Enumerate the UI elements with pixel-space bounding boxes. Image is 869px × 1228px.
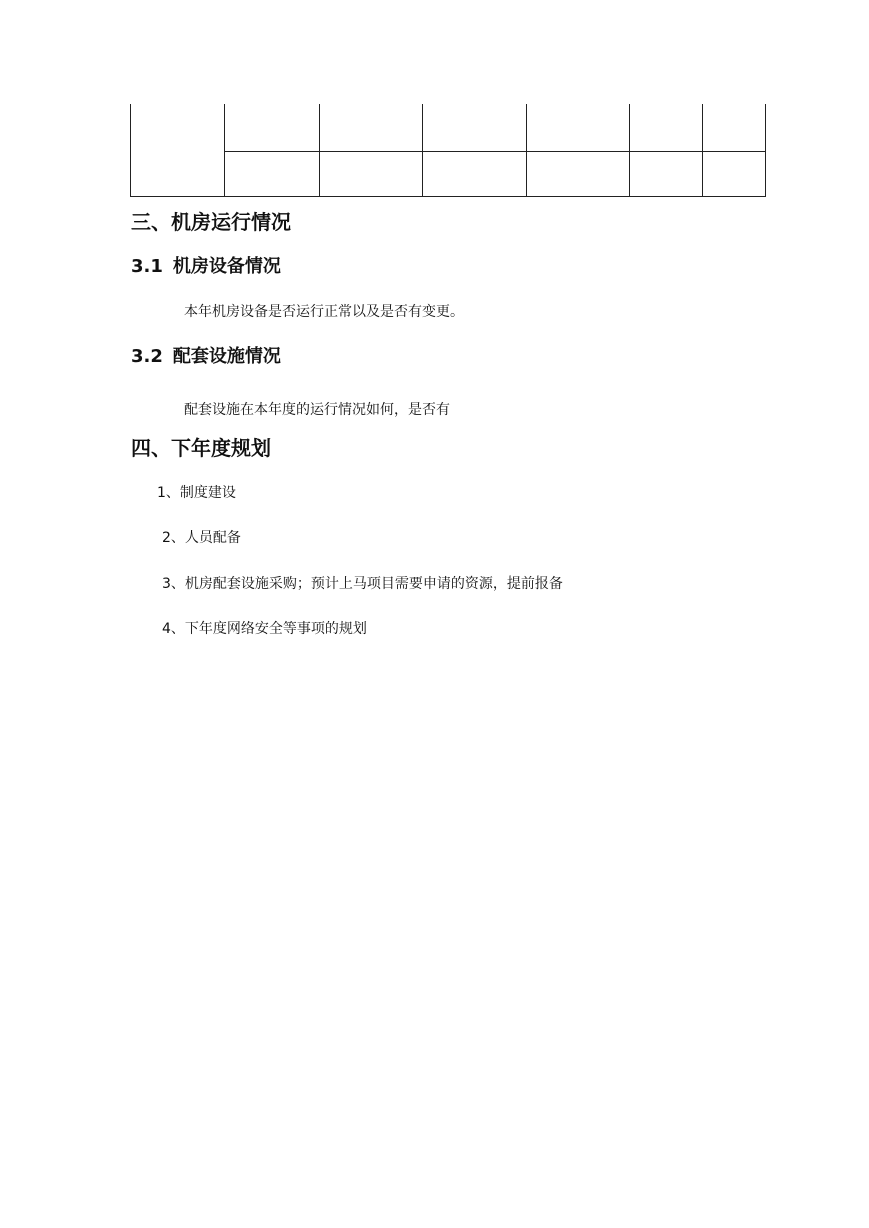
subsection-3-2-number: 3.2 xyxy=(131,346,163,367)
subsection-3-1-text: 本年机房设备是否运行正常以及是否有变更。 xyxy=(184,304,464,320)
table-border-left xyxy=(130,104,131,197)
plan-item-3: 3、机房配套设施采购；预计上马项目需要申请的资源，提前报备 xyxy=(162,576,563,592)
subsection-3-2-title: 配套设施情况 xyxy=(172,346,281,367)
table-row-divider xyxy=(224,151,766,152)
plan-item-1: 1、制度建设 xyxy=(157,485,236,501)
subsection-3-1-heading xyxy=(131,256,281,278)
table-fragment xyxy=(130,104,766,197)
subsection-3-2-heading xyxy=(131,346,281,368)
table-border-bottom xyxy=(130,196,766,197)
plan-item-2: 2、人员配备 xyxy=(162,530,241,546)
section-4-heading: 四、下年度规划 xyxy=(131,436,271,460)
subsection-3-1-title: 机房设备情况 xyxy=(172,256,281,277)
section-3-heading: 三、机房运行情况 xyxy=(131,210,291,234)
plan-item-4: 4、下年度网络安全等事项的规划 xyxy=(162,621,367,637)
subsection-3-1-number: 3.1 xyxy=(131,256,163,277)
subsection-3-2-text: 配套设施在本年度的运行情况如何，是否有 xyxy=(184,402,450,418)
